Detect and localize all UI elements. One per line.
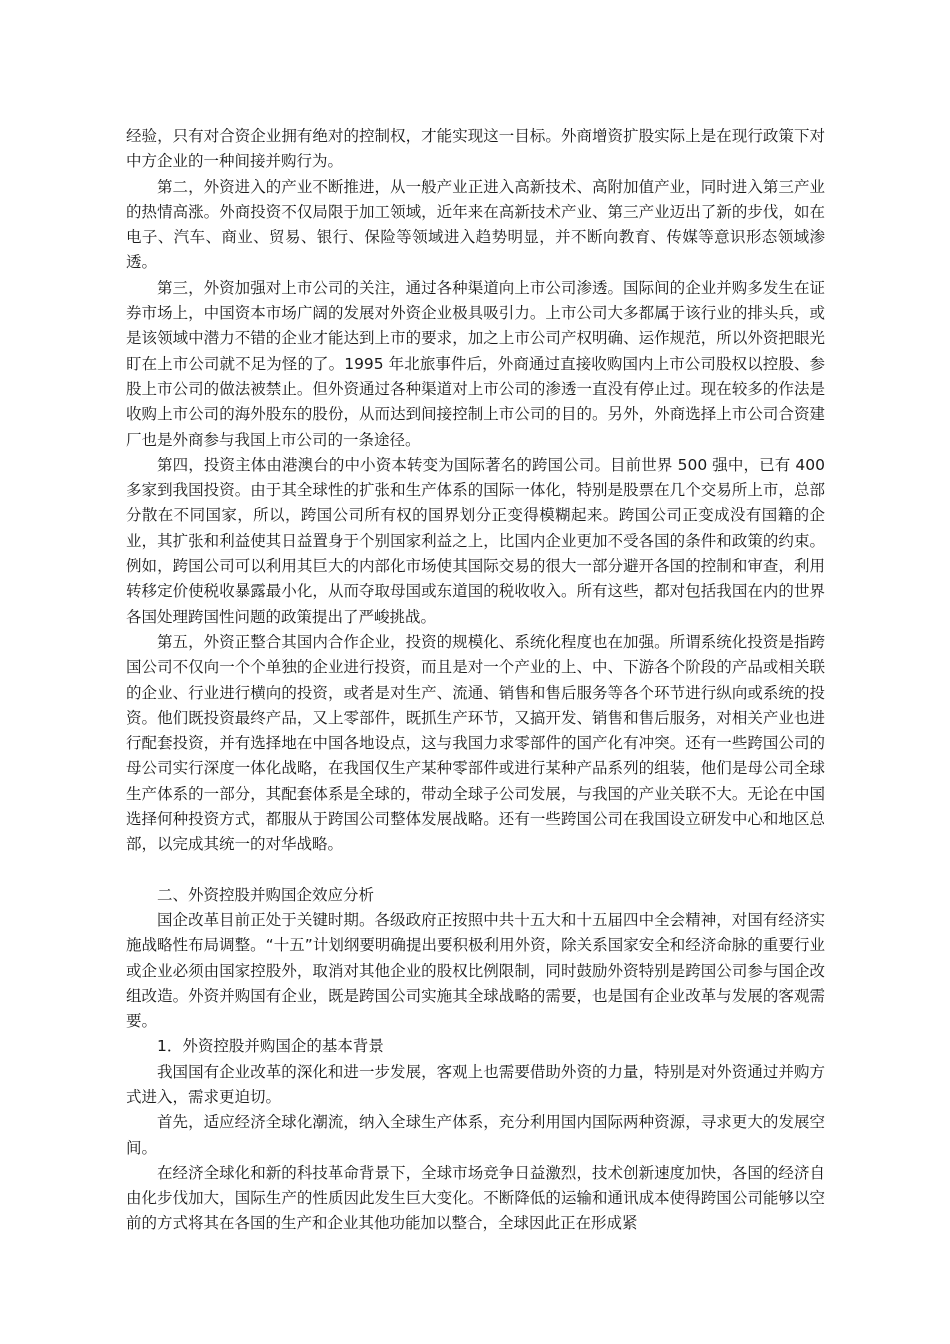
- section-heading: 二、外资控股并购国企效应分析: [157, 885, 375, 904]
- paragraph: 第二，外资进入的产业不断推进，从一般产业正进入高新技术、高附加值产业，同时进入第三产业的热情高涨。外商投资不仅局限于加工领域，近年来在高新技术产业、第三产业迈出了新的步伐，如在电子、汽车、商业、贸易、银行、保险等领域进入趋势明显，并不断向教育、传媒等意识形态领域渗透。: [126, 177, 825, 272]
- paragraph: 第五，外资正整合其国内合作企业，投资的规模化、系统化程度也在加强。所谓系统化投资是指跨国公司不仅向一个个单独的企业进行投资，而且是对一个产业的上、中、下游各个阶段的产品或相关联的企业、行业进行横向的投资，或者是对生产、流通、销售和售后服务等各个环节进行纵向或系统的投资。他们既投资最终产品，又上零部件，既抓生产环节，又搞开发、销售和售后服务，对相关产业也进行配套投资，并有选择地在中国各地设点，这与我国力求零部件的国产化有冲突。还有一些跨国公司的母公司实行深度一体化战略，在我国仅生产某种零部件或进行某种产品系列的组装，他们是母公司全球生产体系的一部分，其配套体系是全球的，带动全球子公司发展，与我国的产业关联不大。无论在中国选择何种投资方式，都服从于跨国公司整体发展战略。还有一些跨国公司在我国设立研发中心和地区总部，以完成其统一的对华战略。: [126, 632, 825, 854]
- paragraph: 第四，投资主体由港澳台的中小资本转变为国际著名的跨国公司。目前世界 500 强中，已有 400 多家到我国投资。由于其全球性的扩张和生产体系的国际一体化，特别是股票在几个交易所上市，总部分散在不同国家，所以，跨国公司所有权的国界划分正变得模糊起来。跨国公司正变成没有国籍的企业，其扩张和利益使其日益置身于个别国家利益之上，比国内企业更加不受各国的条件和政策的约束。例如，跨国公司可以利用其巨大的内部化市场使其国际交易的很大一部分避开各国的控制和审查，利用转移定价使税收暴露最小化，从而夺取母国或东道国的税收收入。所有这些，都对包括我国在内的世界各国处理跨国性问题的政策提出了严峻挑战。: [126, 455, 825, 626]
- document-page: [126, 124, 825, 1237]
- paragraph: 首先，适应经济全球化潮流，纳入全球生产体系，充分利用国内国际两种资源，寻求更大的发展空间。: [126, 1113, 825, 1157]
- paragraph: 国企改革目前正处于关键时期。各级政府正按照中共十五大和十五届四中全会精神，对国有经济实施战略性布局调整。“十五”计划纲要明确提出要积极利用外资，除关系国家安全和经济命脉的重要行业或企业必须由国家控股外，取消对其他企业的股权比例限制，同时鼓励外资特别是跨国公司参与国企改组改造。外资并购国有企业，既是跨国公司实施其全球战略的需要，也是国有企业改革与发展的客观需要。: [126, 910, 825, 1031]
- paragraph: 经验，只有对合资企业拥有绝对的控制权，才能实现这一目标。外商增资扩股实际上是在现行政策下对中方企业的一种间接并购行为。: [126, 127, 825, 171]
- subsection-heading: 1．外资控股并购国企的基本背景: [157, 1037, 384, 1056]
- paragraph: 第三，外资加强对上市公司的关注，通过各种渠道向上市公司渗透。国际间的企业并购多发生在证券市场上，中国资本市场广阔的发展对外资企业极具吸引力。上市公司大多都属于该行业的排头兵，或是该领域中潜力不错的企业才能达到上市的要求，加之上市公司产权明确、运作规范，所以外资把眼光盯在上市公司就不足为怪的了。1995 年北旅事件后，外商通过直接收购国内上市公司股权以控股、参股上市公司的做法被禁止。但外资通过各种渠道对上市公司的渗透一直没有停止过。现在较多的作法是收购上市公司的海外股东的股份，从而达到间接控制上市公司的目的。另外，外商选择上市公司合资建厂也是外商参与我国上市公司的一条途径。: [126, 278, 825, 449]
- section-spacer: [126, 858, 825, 883]
- paragraph: 在经济全球化和新的科技革命背景下，全球市场竞争日益激烈，技术创新速度加快，各国的经济自由化步伐加大，国际生产的性质因此发生巨大变化。不断降低的运输和通讯成本使得跨国公司能够以空前的方式将其在各国的生产和企业其他功能加以整合，全球因此正在形成紧: [126, 1163, 825, 1233]
- paragraph: 我国国有企业改革的深化和进一步发展，客观上也需要借助外资的力量，特别是对外资通过并购方式进入，需求更迫切。: [126, 1062, 825, 1106]
